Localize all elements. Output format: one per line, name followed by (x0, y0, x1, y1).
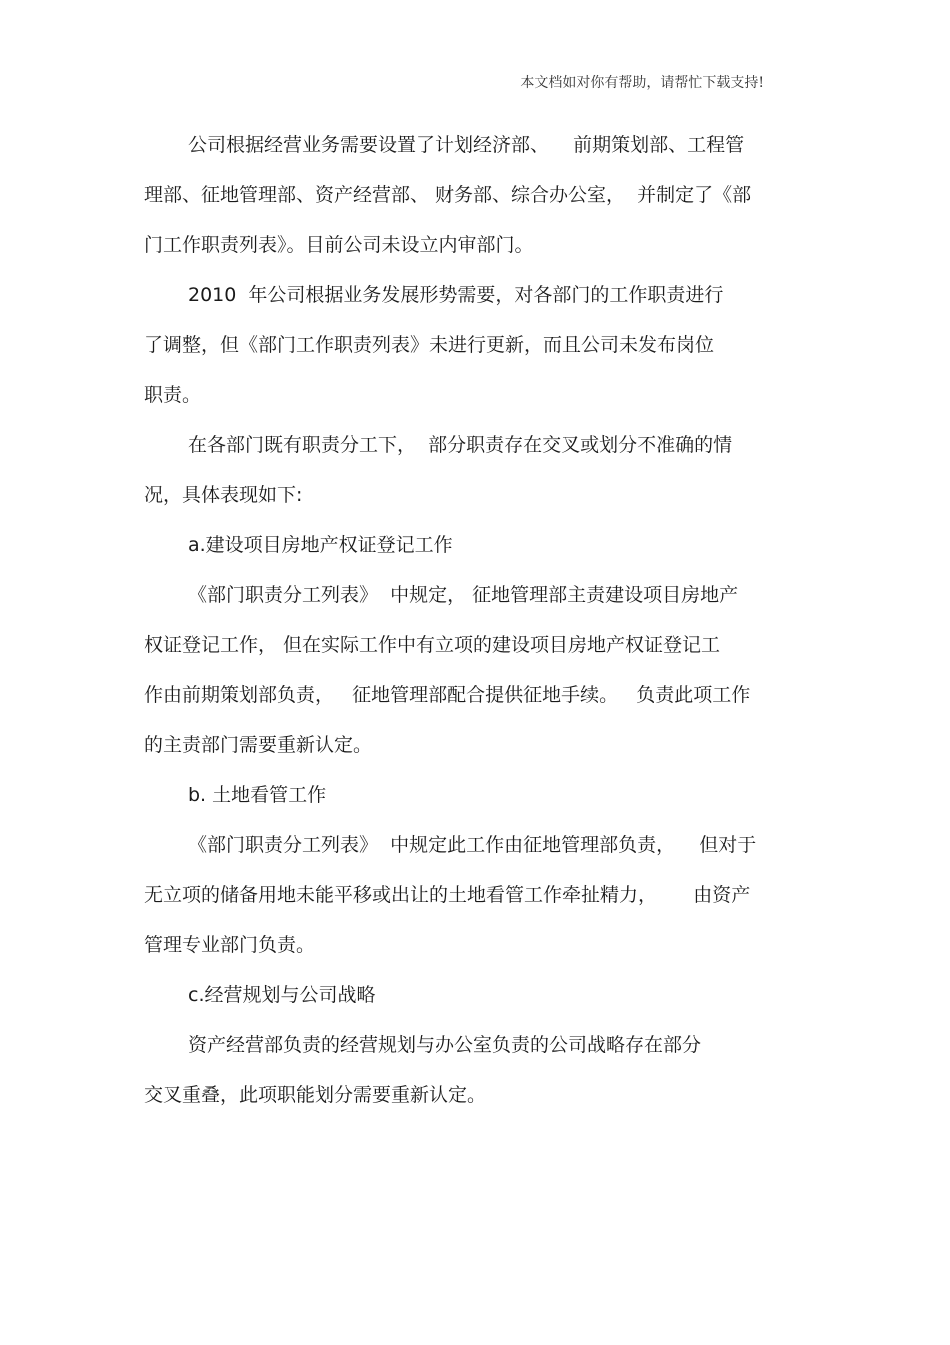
text-line: 管理专业部门负责。 (144, 934, 316, 956)
section-heading-c: c.经营规划与公司战略 (188, 984, 376, 1006)
text-line: 职责。 (144, 384, 202, 406)
text-line: 的主责部门需要重新认定。 (144, 734, 373, 756)
text-line: 资产经营部负责的经营规划与办公室负责的公司战略存在部分 (188, 1034, 702, 1056)
text-line: 2010 年公司根据业务发展形势需要，对各部门的工作职责进行 (188, 284, 724, 306)
text-line: 交叉重叠，此项职能划分需要重新认定。 (144, 1084, 487, 1106)
text-line: 《部门职责分工列表》 中规定此工作由征地管理部负责， 但对于 (188, 834, 757, 856)
text-line: 门工作职责列表》。目前公司未设立内审部门。 (144, 234, 534, 256)
section-heading-b: b. 土地看管工作 (188, 784, 327, 806)
text-line: 公司根据经营业务需要设置了计划经济部、 前期策划部、工程管 (188, 134, 745, 156)
document-body (144, 128, 812, 1128)
header-note: 本文档如对你有帮助，请帮忙下载支持! (520, 75, 764, 91)
text-line: 无立项的储备用地未能平移或出让的土地看管工作牵扯精力， 由资产 (144, 884, 751, 906)
text-line: 《部门职责分工列表》 中规定， 征地管理部主责建设项目房地产 (188, 584, 739, 606)
text-line: 况，具体表现如下: (144, 484, 303, 506)
text-line: 理部、征地管理部、资产经营部、 财务部、综合办公室， 并制定了《部 (144, 184, 752, 206)
text-line: 在各部门既有职责分工下， 部分职责存在交叉或划分不准确的情 (188, 434, 733, 456)
section-heading-a: a.建设项目房地产权证登记工作 (188, 534, 453, 556)
text-line: 作由前期策划部负责， 征地管理部配合提供征地手续。 负责此项工作 (144, 684, 751, 706)
text-line: 了调整，但《部门工作职责列表》未进行更新，而且公司未发布岗位 (144, 334, 715, 356)
text-line: 权证登记工作， 但在实际工作中有立项的建设项目房地产权证登记工 (144, 634, 721, 656)
